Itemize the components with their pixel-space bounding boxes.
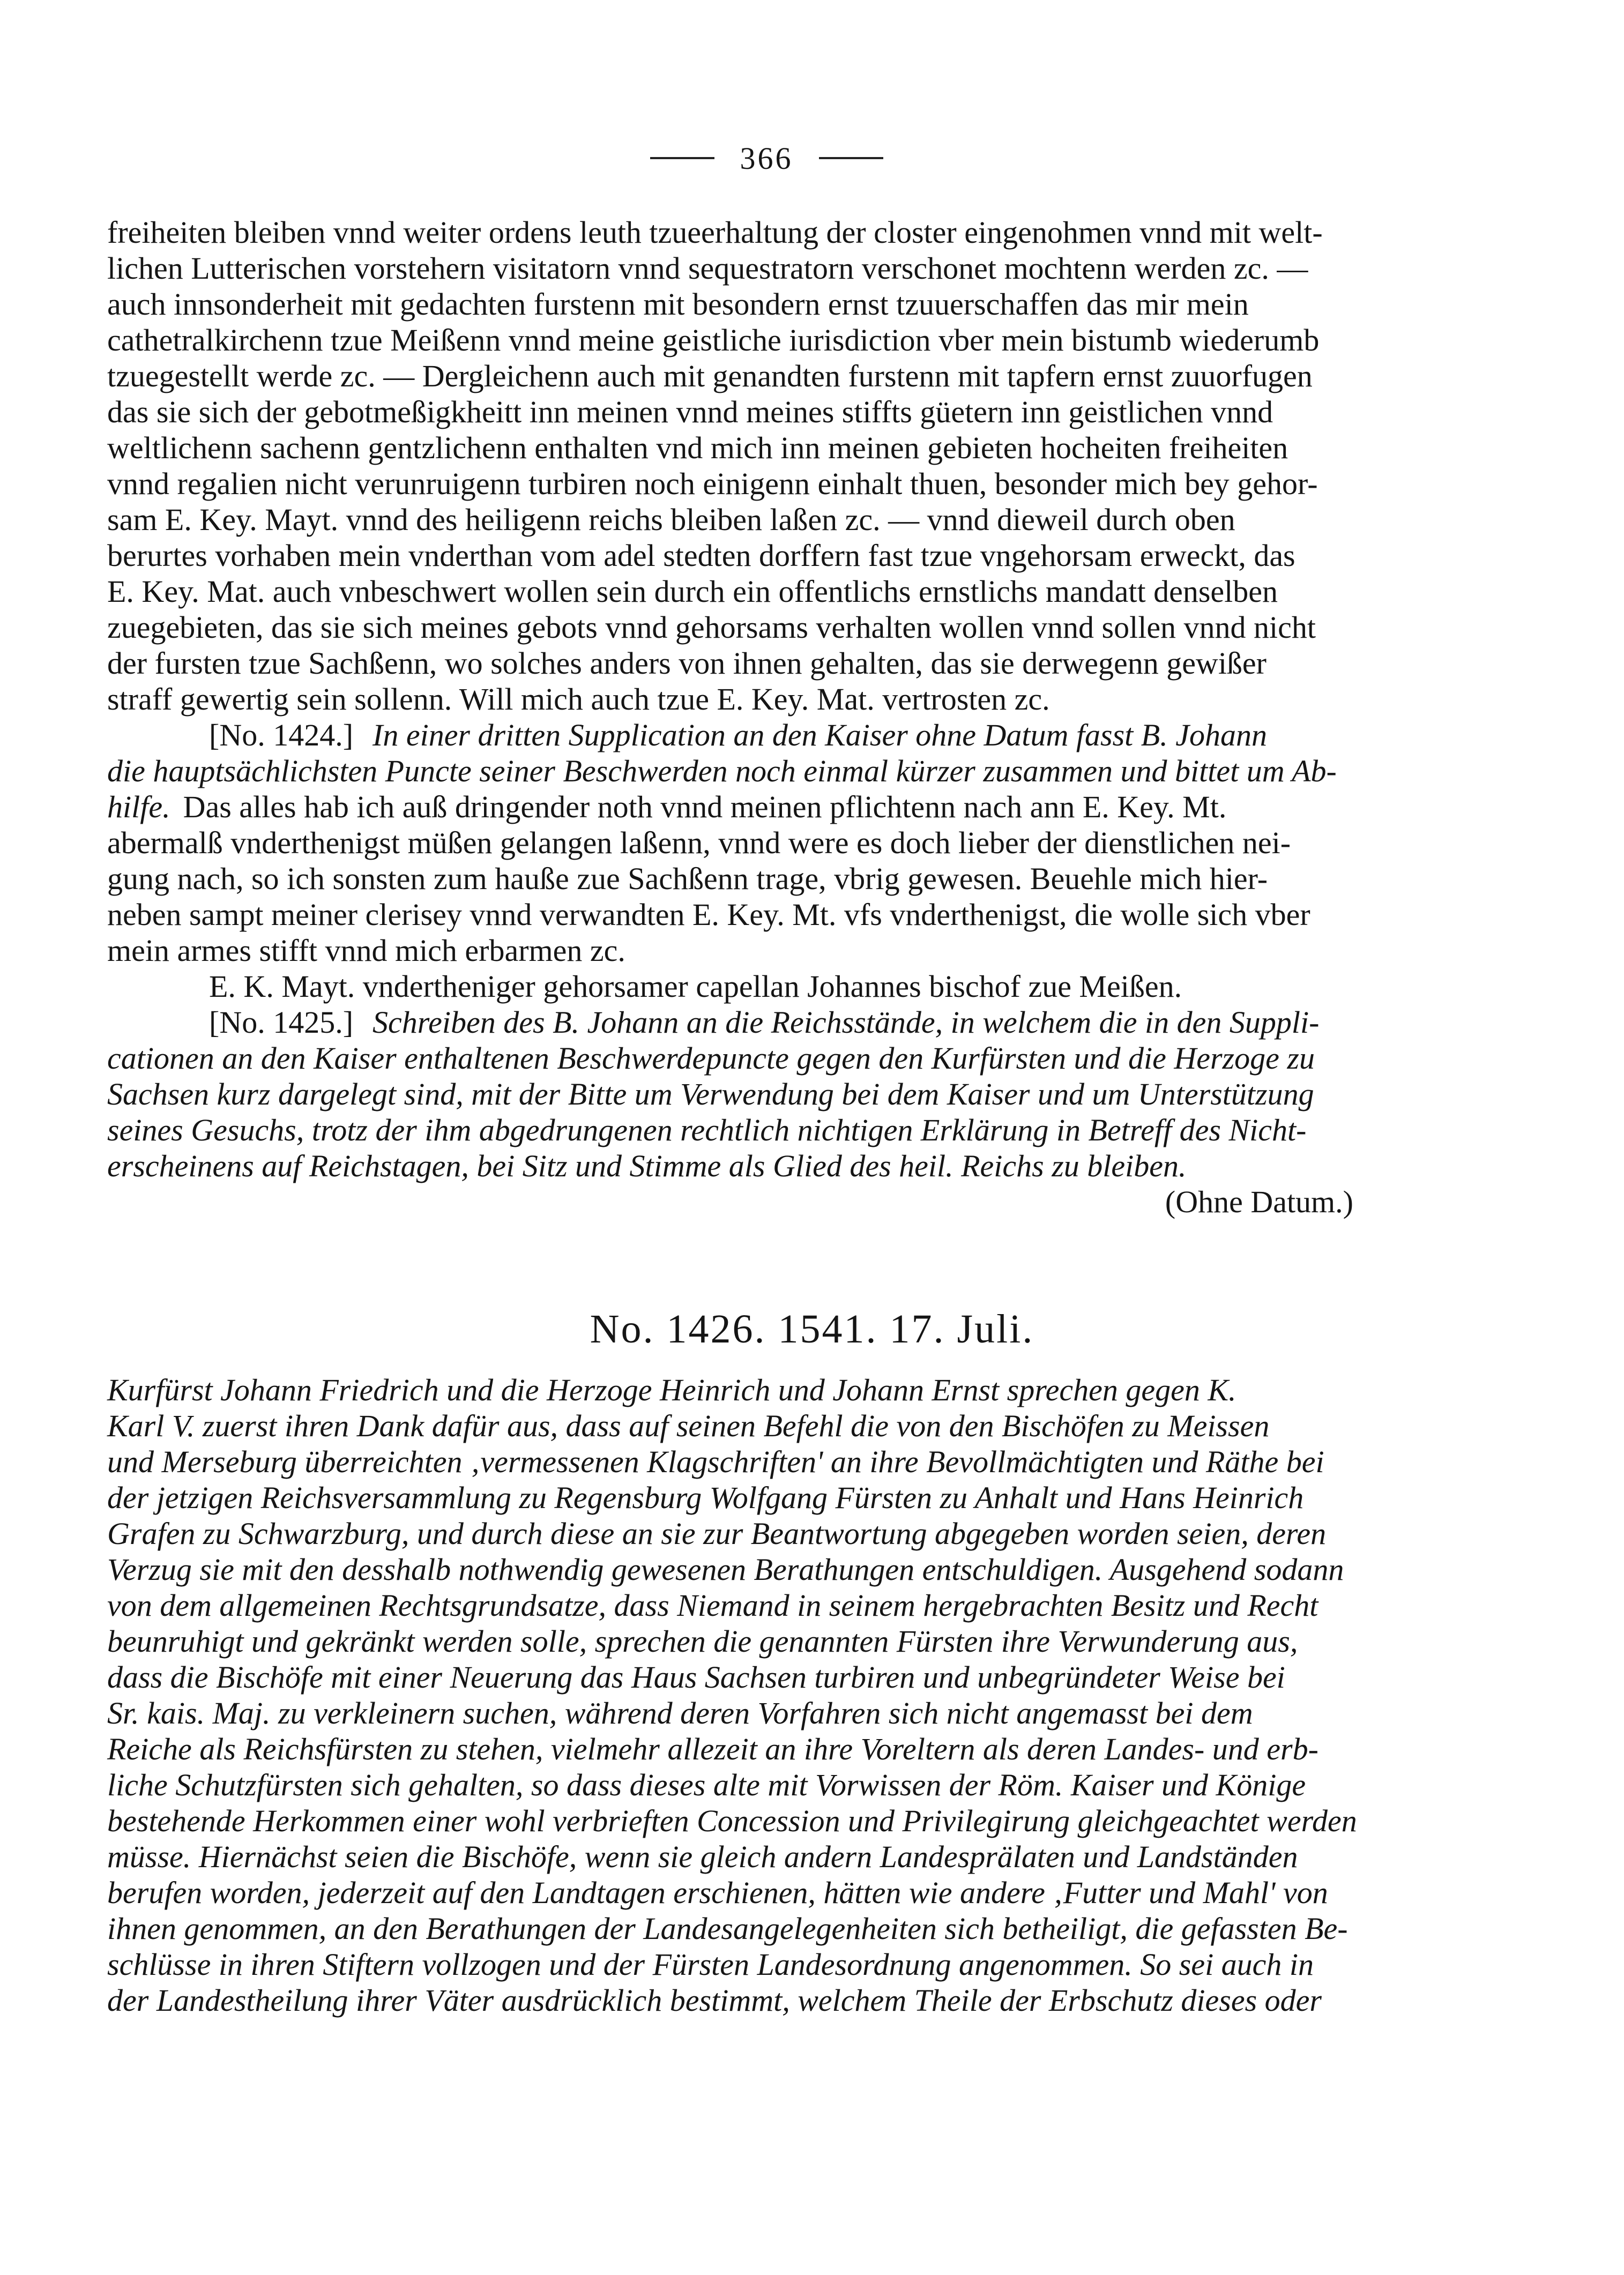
entry-1426-heading: No. 1426. 1541. 17. Juli. — [590, 1307, 1034, 1352]
entry-1425-summary-line: seines Gesuchs, trotz der ihm abgedrungenen rechtlich nichtigen Erklärung in Betreff des Nicht- — [107, 1113, 1307, 1147]
text-line: sam E. Key. Mayt. vnnd des heiligenn reichs bleiben laßen zc. — vnnd dieweil durch oben — [107, 502, 1235, 537]
summary-line: Reiche als Reichsfürsten zu stehen, vielmehr allezeit an ihre Voreltern als deren Landes- und erb- — [107, 1732, 1318, 1766]
entry-1424-label: [No. 1424.] — [209, 718, 354, 752]
entry-1425-summary-line: cationen an den Kaiser enthaltenen Beschwerdepuncte gegen den Kurfürsten und die Herzoge zu — [107, 1041, 1315, 1076]
text-line: straff gewertig sein sollenn. Will mich auch tzue E. Key. Mat. vertrosten zc. — [107, 682, 1050, 717]
entry-1425-summary-line: erscheinens auf Reichstagen, bei Sitz und Stimme als Glied des heil. Reichs zu bleiben. — [107, 1148, 1187, 1183]
paragraph-continuation — [107, 214, 1394, 717]
text-line: tzuegestellt werde zc. — Dergleichenn auch mit genandten furstenn mit tapfern ernst zuuorfugen — [107, 359, 1313, 393]
entry-1426-summary — [107, 1372, 1394, 2018]
header-dash-left — [650, 157, 714, 159]
text-line: auch innsonderheit mit gedachten furstenn mit besondern ernst tzuuerschaffen das mir mein — [107, 287, 1249, 322]
page-header — [616, 137, 917, 180]
header-dash-right — [819, 157, 883, 159]
summary-line: berufen worden, jederzeit auf den Landtagen erschienen, hätten wie andere ‚Futter und Mahl' von — [107, 1875, 1328, 1910]
entry-1425-label: [No. 1425.] — [209, 1005, 354, 1040]
entry-1425-summary-line: Schreiben des B. Johann an die Reichsstände, in welchem die in den Suppli- — [373, 1005, 1320, 1040]
summary-line: der jetzigen Reichsversammlung zu Regensburg Wolfgang Fürsten zu Anhalt und Hans Heinrich — [107, 1480, 1304, 1515]
text-line: neben sampt meiner clerisey vnnd verwandten E. Key. Mt. vfs vnderthenigst, die wolle sich vber — [107, 897, 1310, 932]
entry-1424 — [107, 717, 1394, 1004]
entry-1424-summary-end: hilfe. — [107, 789, 170, 824]
text-line: lichen Lutterischen vorstehern visitatorn vnnd sequestratorn verschonet mochtenn werden zc. — — [107, 251, 1308, 286]
summary-line: der Landestheilung ihrer Väter ausdrücklich bestimmt, welchem Theile der Erbschutz dieses oder — [107, 1983, 1322, 2018]
text-line: der fursten tzue Sachßenn, wo solches anders von ihnen gehalten, das sie derwegenn gewißer — [107, 646, 1267, 681]
summary-line: und Merseburg überreichten ‚vermessenen Klagschriften' an ihre Bevollmächtigten und Räthe bei — [107, 1444, 1324, 1479]
entry-1424-mixed-line — [107, 789, 1394, 825]
page-number: 366 — [740, 140, 793, 176]
entry-1424-first-line — [107, 717, 1394, 753]
entry-1424-summary-line: In einer dritten Supplication an den Kaiser ohne Datum fasst B. Johann — [373, 718, 1267, 752]
text-line: zuegebieten, das sie sich meines gebots vnnd gehorsams verhalten wollen vnnd sollen vnnd nicht — [107, 610, 1316, 645]
text-line: cathetralkirchenn tzue Meißenn vnnd meine geistliche iurisdiction vber mein bistumb wiederumb — [107, 323, 1320, 357]
summary-line: Verzug sie mit den desshalb nothwendig gewesenen Berathungen entschuldigen. Ausgehend sodann — [107, 1552, 1344, 1587]
entry-1425-date: (Ohne Datum.) — [1165, 1184, 1353, 1219]
entry-1425-first-line — [107, 1004, 1394, 1040]
summary-line: Karl V. zuerst ihren Dank dafür aus, dass auf seinen Befehl die von den Bischöfen zu Meissen — [107, 1408, 1270, 1443]
entry-1424-text-start: Das alles hab ich auß dringender noth vnnd meinen pflichtenn nach ann E. Key. Mt. — [183, 789, 1227, 824]
text-line: vnnd regalien nicht verunruigenn turbiren noch einigenn einhalt thuen, besonder mich bey gehor- — [107, 466, 1318, 501]
text-line: mein armes stifft vnnd mich erbarmen zc. — [107, 933, 625, 968]
summary-line: müsse. Hiernächst seien die Bischöfe, wenn sie gleich andern Landesprälaten und Landständen — [107, 1839, 1298, 1874]
entry-1424-summary-line: die hauptsächlichsten Puncte seiner Beschwerden noch einmal kürzer zusammen und bittet um Ab- — [107, 754, 1337, 788]
summary-line: ihnen genommen, an den Berathungen der Landesangelegenheiten sich betheiligt, die gefassten Be- — [107, 1911, 1348, 1946]
summary-line: Grafen zu Schwarzburg, und durch diese an sie zur Beantwortung abgegeben worden seien, deren — [107, 1516, 1327, 1551]
summary-line: bestehende Herkommen einer wohl verbrieften Concession und Privilegirung gleichgeachtet werden — [107, 1803, 1357, 1838]
text-line: berurtes vorhaben mein vnderthan vom adel stedten dorffern fast tzue vngehorsam erweckt, das — [107, 538, 1295, 573]
text-line: freiheiten bleiben vnnd weiter ordens leuth tzueerhaltung der closter eingenohmen vnnd mit welt- — [107, 215, 1323, 250]
summary-line: liche Schutzfürsten sich gehalten, so dass dieses alte mit Vorwissen der Röm. Kaiser und Könige — [107, 1767, 1306, 1802]
text-line: gung nach, so ich sonsten zum hauße zue Sachßenn trage, vbrig gewesen. Beuehle mich hier- — [107, 861, 1268, 896]
summary-line: von dem allgemeinen Rechtsgrundsatze, dass Niemand in seinem hergebrachten Besitz und Recht — [107, 1588, 1318, 1623]
text-line: das sie sich der gebotmeßigkheitt inn meinen vnnd meines stiffts güetern inn geistlichen vnnd — [107, 394, 1273, 429]
text-line: weltlichenn sachenn gentzlichenn enthalten vnd mich inn meinen gebieten hocheiten freiheiten — [107, 430, 1288, 465]
entry-1424-signature: E. K. Mayt. vndertheniger gehorsamer capellan Johannes bischof zue Meißen. — [209, 969, 1182, 1004]
entry-1425-summary-line: Sachsen kurz dargelegt sind, mit der Bitte um Verwendung bei dem Kaiser und um Unterstützung — [107, 1077, 1314, 1112]
summary-line: schlüsse in ihren Stiftern vollzogen und der Fürsten Landesordnung angenommen. So sei auch in — [107, 1947, 1314, 1982]
summary-line: Kurfürst Johann Friedrich und die Herzoge Heinrich und Johann Ernst sprechen gegen K. — [107, 1373, 1236, 1407]
summary-line: beunruhigt und gekränkt werden solle, sprechen die genannten Fürsten ihre Verwunderung aus, — [107, 1624, 1298, 1659]
summary-line: Sr. kais. Maj. zu verkleinern suchen, während deren Vorfahren sich nicht angemasst bei dem — [107, 1696, 1253, 1731]
summary-line: dass die Bischöfe mit einer Neuerung das Haus Sachsen turbiren und unbegründeter Weise bei — [107, 1660, 1285, 1695]
text-line: E. Key. Mat. auch vnbeschwert wollen sein durch ein offentlichs ernstlichs mandatt denselben — [107, 574, 1278, 609]
entry-1425 — [107, 1004, 1394, 1220]
text-line: abermalß vnderthenigst müßen gelangen laßenn, vnnd were es doch lieber der dienstlichen nei- — [107, 825, 1291, 860]
